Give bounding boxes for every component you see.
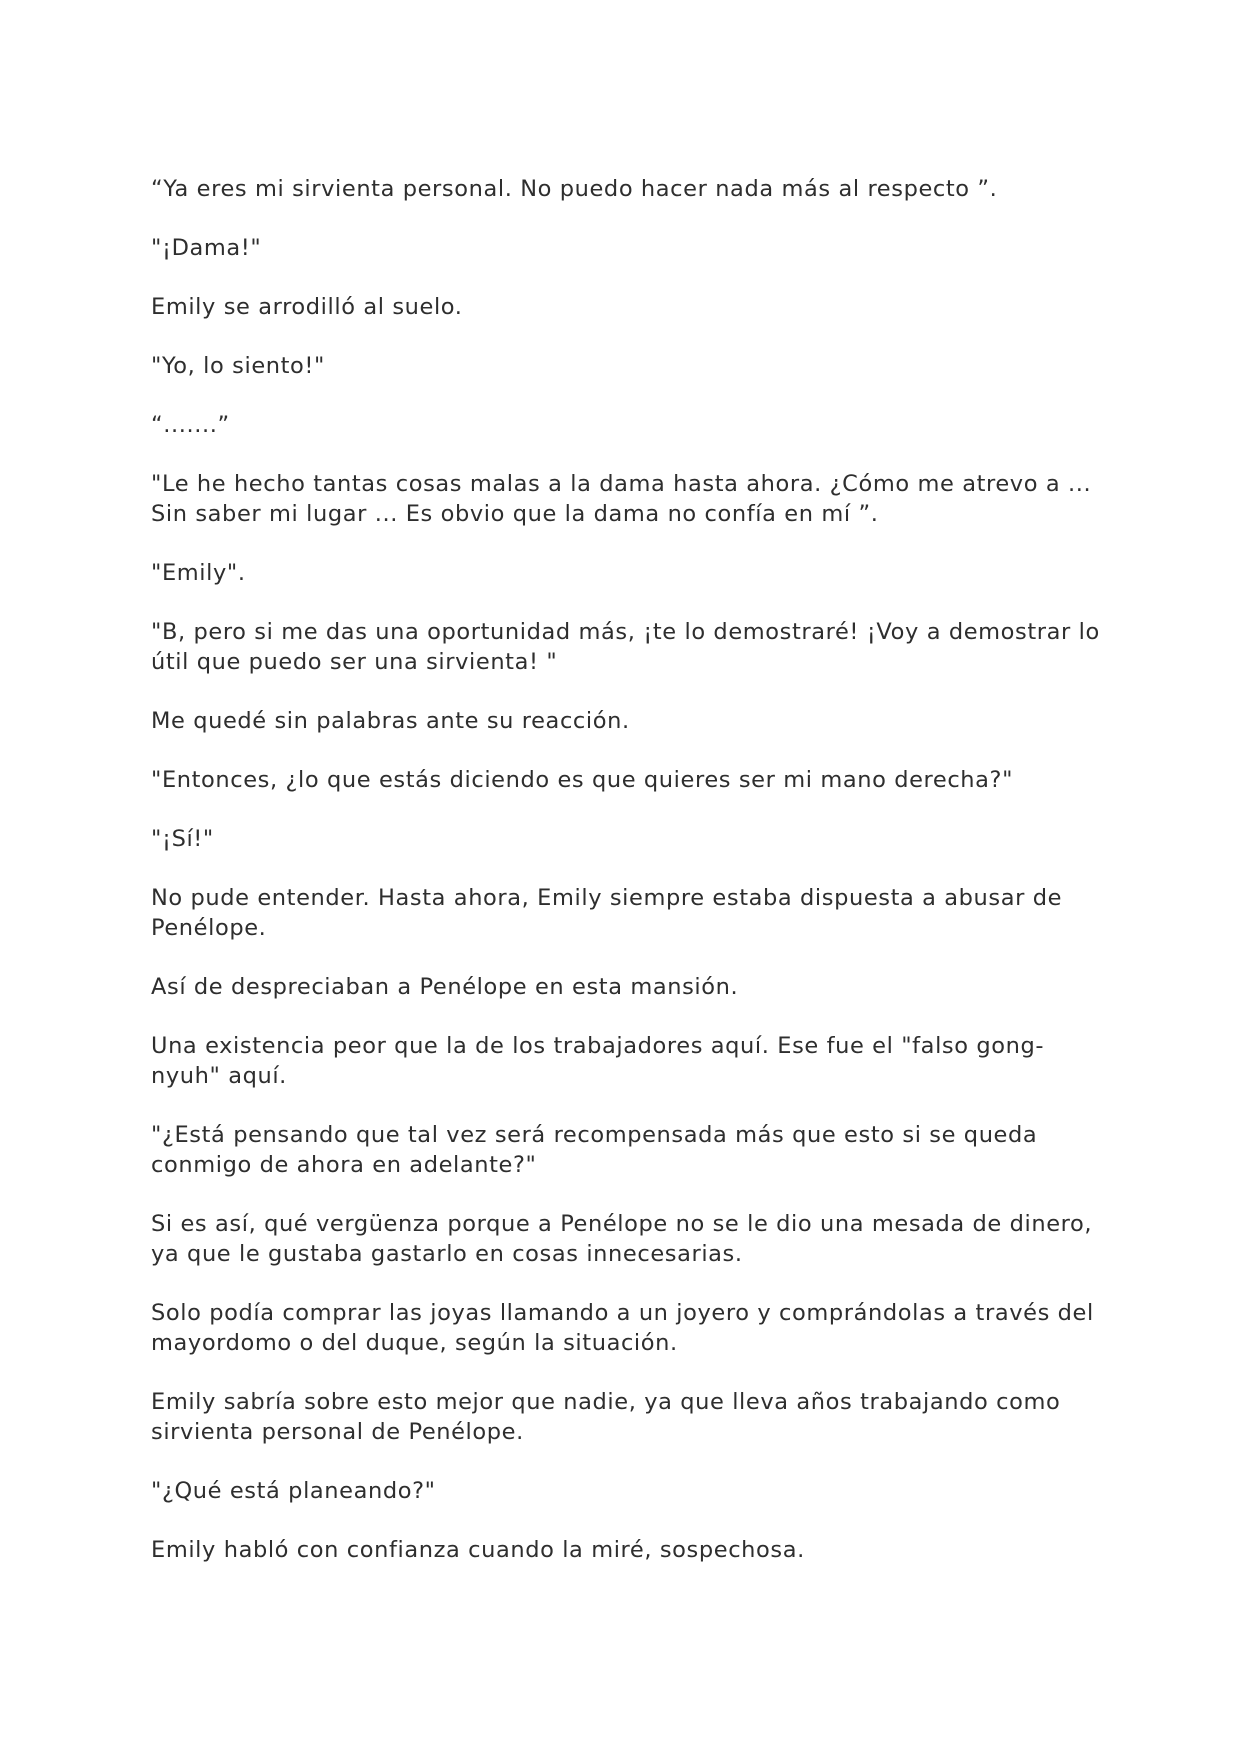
paragraph: "¡Sí!": [151, 826, 214, 852]
paragraph: "Yo, lo siento!": [151, 353, 325, 379]
paragraph: Emily se arrodilló al suelo.: [151, 294, 463, 320]
paragraph: “Ya eres mi sirvienta personal. No puedo hacer nada más al respecto ”.: [151, 176, 998, 202]
paragraph: No pude entender. Hasta ahora, Emily siempre estaba dispuesta a abusar de Penélope.: [151, 885, 1063, 941]
paragraph: Solo podía comprar las joyas llamando a un joyero y comprándolas a través del mayordomo o del duque, según la situación.: [151, 1300, 1094, 1356]
paragraph: Emily sabría sobre esto mejor que nadie, ya que lleva años trabajando como sirvienta personal de Penélope.: [151, 1389, 1061, 1445]
paragraph: "¿Está pensando que tal vez será recompensada más que esto si se queda conmigo de ahora en adelante?": [151, 1122, 1038, 1178]
paragraph: Si es así, qué vergüenza porque a Penélope no se le dio una mesada de dinero, ya que le gustaba gastarlo en cosas innecesarias.: [151, 1211, 1093, 1267]
paragraph: "Emily".: [151, 560, 246, 586]
paragraph: "B, pero si me das una oportunidad más, ¡te lo demostraré! ¡Voy a demostrar lo útil que puedo ser una sirvienta! ": [151, 619, 1100, 675]
paragraph: Me quedé sin palabras ante su reacción.: [151, 708, 630, 734]
paragraph: Así de despreciaban a Penélope en esta mansión.: [151, 974, 739, 1000]
paragraph: "Le he hecho tantas cosas malas a la dama hasta ahora. ¿Cómo me atrevo a ... Sin saber mi lugar ... Es obvio que la dama no confía en mí ”.: [151, 471, 1092, 527]
paragraph: "¡Dama!": [151, 235, 262, 261]
paragraph: “.......”: [151, 412, 230, 438]
paragraph: Una existencia peor que la de los trabajadores aquí. Ese fue el "falso gong-nyuh" aquí.: [151, 1033, 1045, 1089]
paragraph: Emily habló con confianza cuando la miré, sospechosa.: [151, 1537, 805, 1563]
paragraph: "¿Qué está planeando?": [151, 1478, 436, 1504]
paragraph: "Entonces, ¿lo que estás diciendo es que quieres ser mi mano derecha?": [151, 767, 1014, 793]
document-body: [151, 174, 1111, 1594]
